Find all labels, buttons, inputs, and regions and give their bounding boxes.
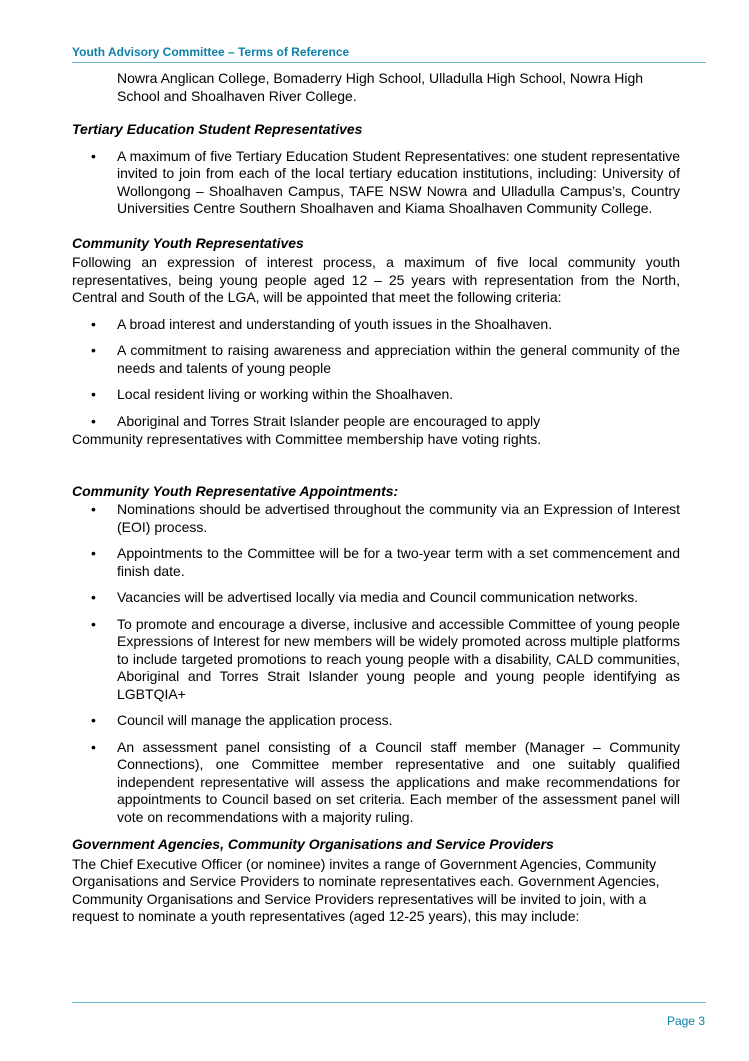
tertiary-heading: Tertiary Education Student Representatives (72, 121, 363, 137)
list-item: • An assessment panel consisting of a Council staff member (Manager – Community Connections), one Committee member representative and one suitably qualified independent representative will assess the applications and make recommendations for appointments to Council based on set criteria. Each member of the assessment panel will vote on recommendations with a majority ruling. (91, 738, 680, 825)
bullet-icon: • (91, 342, 96, 358)
list-item: • Aboriginal and Torres Strait Islander people are encouraged to apply (91, 412, 541, 429)
appointments-list (72, 501, 680, 826)
tertiary-list (72, 148, 680, 218)
list-item: • Appointments to the Committee will be for a two-year term with a set commencement and finish date. (91, 545, 680, 579)
community-criteria-list (72, 316, 680, 431)
footer-divider (72, 1002, 706, 1003)
bullet-icon: • (91, 147, 96, 164)
list-item: • Local resident living or working within the Shoalhaven. (91, 386, 454, 402)
bullet-icon: • (91, 412, 96, 429)
bullet-icon: • (91, 315, 96, 332)
bullet-icon: • (91, 501, 96, 517)
list-item: • A broad interest and understanding of youth issues in the Shoalhaven. (91, 315, 553, 332)
list-item: • To promote and encourage a diverse, inclusive and accessible Committee of young people Expressions of Interest for new members will be widely promoted across multiple platforms to include targeted promotions to reach young people with a disability, CALD communities, Aboriginal and Torres Strait Islander young people and young people identifying as LGBTQIA+ (91, 615, 680, 702)
voting-rights-note: Community representatives with Committee membership have voting rights. (72, 431, 542, 447)
community-intro: Following an expression of interest process, a maximum of five local community youth representatives, being young people aged 12 – 25 years with representation from the North, Central and South of the LGA, will be appointed that meet the following criteria: (72, 254, 680, 305)
continuation-paragraph: Nowra Anglican College, Bomaderry High School, Ulladulla High School, Nowra High School and Shoalhaven River College. (117, 70, 644, 104)
appointments-heading: Community Youth Representative Appointments: (72, 482, 399, 499)
list-item: • Council will manage the application process. (91, 712, 393, 728)
bullet-icon: • (91, 615, 96, 632)
list-item: • A maximum of five Tertiary Education Student Representatives: one student representative invited to join from each of the local tertiary education institutions, including: University of Wollongong – Shoalhaven Campus, TAFE NSW Nowra and Ulladulla Campus’s, Country Universities Centre Southern Shoalhaven and Kiama Shoalhaven Community College. (91, 147, 680, 216)
bullet-icon: • (91, 589, 96, 605)
government-heading: Government Agencies, Community Organisations and Service Providers (72, 836, 554, 852)
bullet-icon: • (91, 738, 96, 755)
bullet-icon: • (91, 712, 96, 728)
bullet-icon: • (91, 545, 96, 561)
list-item: • Nominations should be advertised throughout the community via an Expression of Interest (EOI) process. (91, 501, 680, 535)
document-body (72, 70, 680, 926)
list-item: • Vacancies will be advertised locally via media and Council communication networks. (91, 589, 639, 605)
list-item: • A commitment to raising awareness and appreciation within the general community of the needs and talents of young people (91, 342, 680, 376)
bullet-icon: • (91, 386, 96, 402)
community-heading: Community Youth Representatives (72, 234, 304, 251)
government-paragraph: The Chief Executive Officer (or nominee) invites a range of Government Agencies, Community Organisations and Service Providers to nominate representatives each. Government Agencies, Community Organisations and Service Providers representatives will be invited to join, with a request to nominate a youth representatives (aged 12-25 years), this may include: (72, 855, 660, 924)
header-title: Youth Advisory Committee – Terms of Reference (72, 45, 350, 59)
page-number: Page 3 (666, 1014, 705, 1028)
page-header (72, 44, 706, 63)
